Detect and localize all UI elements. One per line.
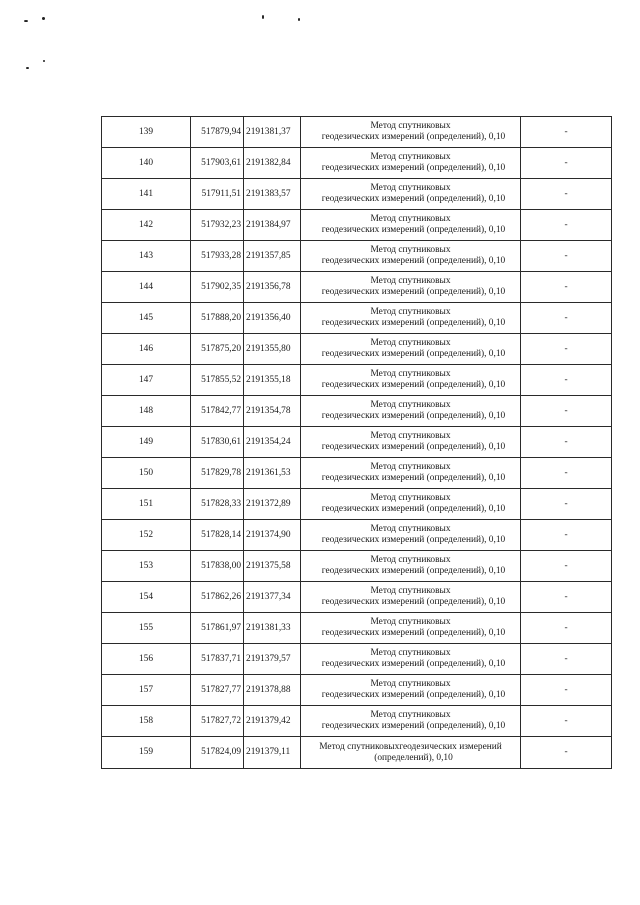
x-coordinate-cell: 517837,71 <box>191 644 244 675</box>
method-cell <box>301 737 521 769</box>
point-number-cell: 143 <box>102 241 191 272</box>
method-cell <box>301 582 521 613</box>
mark-cell: - <box>521 675 612 706</box>
method-line-2: геодезических измерений (определений), 0,10 <box>321 380 506 390</box>
y-coordinate-cell: 2191379,57 <box>244 644 301 675</box>
y-coordinate-cell: 2191355,18 <box>244 365 301 396</box>
table-row <box>102 489 612 520</box>
table-row <box>102 334 612 365</box>
mark-cell: - <box>521 737 612 769</box>
y-coordinate-cell: 2191377,34 <box>244 582 301 613</box>
point-number-cell: 148 <box>102 396 191 427</box>
x-coordinate-cell: 517862,26 <box>191 582 244 613</box>
table-row <box>102 396 612 427</box>
x-coordinate-cell: 517828,14 <box>191 520 244 551</box>
point-number-cell: 152 <box>102 520 191 551</box>
table-row <box>102 706 612 737</box>
mark-cell: - <box>521 179 612 210</box>
method-line-1: Метод спутниковых <box>370 555 451 565</box>
point-number-cell: 156 <box>102 644 191 675</box>
point-number-cell: 157 <box>102 675 191 706</box>
table-row <box>102 148 612 179</box>
method-line-1: Метод спутниковыхгеодезических измерений <box>319 741 502 752</box>
method-cell <box>301 396 521 427</box>
method-line-1: Метод спутниковых <box>370 462 451 472</box>
point-number-cell: 142 <box>102 210 191 241</box>
x-coordinate-cell: 517933,28 <box>191 241 244 272</box>
y-coordinate-cell: 2191357,85 <box>244 241 301 272</box>
x-coordinate-cell: 517828,33 <box>191 489 244 520</box>
method-cell <box>301 458 521 489</box>
scan-speck <box>26 67 29 69</box>
x-coordinate-cell: 517932,23 <box>191 210 244 241</box>
y-coordinate-cell: 2191354,78 <box>244 396 301 427</box>
table-row <box>102 272 612 303</box>
mark-cell: - <box>521 303 612 334</box>
table-row <box>102 303 612 334</box>
y-coordinate-cell: 2191382,84 <box>244 148 301 179</box>
method-cell <box>301 551 521 582</box>
y-coordinate-cell: 2191374,90 <box>244 520 301 551</box>
method-line-2: геодезических измерений (определений), 0,10 <box>321 225 506 235</box>
x-coordinate-cell: 517827,72 <box>191 706 244 737</box>
method-cell <box>301 272 521 303</box>
mark-cell: - <box>521 117 612 148</box>
coordinates-table-body <box>102 117 612 769</box>
method-line-1: Метод спутниковых <box>370 369 451 379</box>
method-cell <box>301 706 521 737</box>
table-row <box>102 644 612 675</box>
table-row <box>102 117 612 148</box>
point-number-cell: 158 <box>102 706 191 737</box>
method-line-1: Метод спутниковых <box>370 338 451 348</box>
method-line-1: Метод спутниковых <box>370 679 451 689</box>
method-line-1: Метод спутниковых <box>370 183 451 193</box>
method-line-1: Метод спутниковых <box>370 710 451 720</box>
mark-cell: - <box>521 520 612 551</box>
x-coordinate-cell: 517855,52 <box>191 365 244 396</box>
x-coordinate-cell: 517829,78 <box>191 458 244 489</box>
method-line-1: Метод спутниковых <box>370 245 451 255</box>
coordinates-table <box>101 116 612 769</box>
method-line-1: Метод спутниковых <box>370 307 451 317</box>
method-line-1: Метод спутниковых <box>370 617 451 627</box>
method-line-2: геодезических измерений (определений), 0,10 <box>321 132 506 142</box>
x-coordinate-cell: 517838,00 <box>191 551 244 582</box>
method-cell <box>301 179 521 210</box>
method-cell <box>301 117 521 148</box>
mark-cell: - <box>521 551 612 582</box>
method-cell <box>301 675 521 706</box>
y-coordinate-cell: 2191384,97 <box>244 210 301 241</box>
point-number-cell: 140 <box>102 148 191 179</box>
mark-cell: - <box>521 148 612 179</box>
y-coordinate-cell: 2191375,58 <box>244 551 301 582</box>
method-cell <box>301 334 521 365</box>
mark-cell: - <box>521 272 612 303</box>
method-line-2: геодезических измерений (определений), 0,10 <box>321 411 506 421</box>
table-row <box>102 179 612 210</box>
table-row <box>102 737 612 769</box>
mark-cell: - <box>521 210 612 241</box>
method-line-1: Метод спутниковых <box>370 400 451 410</box>
y-coordinate-cell: 2191379,11 <box>244 737 301 769</box>
table-row <box>102 458 612 489</box>
method-line-1: Метод спутниковых <box>370 586 451 596</box>
mark-cell: - <box>521 396 612 427</box>
y-coordinate-cell: 2191356,40 <box>244 303 301 334</box>
method-line-1: Метод спутниковых <box>370 121 451 131</box>
mark-cell: - <box>521 613 612 644</box>
method-cell <box>301 303 521 334</box>
y-coordinate-cell: 2191355,80 <box>244 334 301 365</box>
x-coordinate-cell: 517902,35 <box>191 272 244 303</box>
method-line-1: Метод спутниковых <box>370 431 451 441</box>
y-coordinate-cell: 2191378,88 <box>244 675 301 706</box>
scan-speck <box>43 60 45 62</box>
point-number-cell: 151 <box>102 489 191 520</box>
method-cell <box>301 520 521 551</box>
scan-speck <box>298 18 300 21</box>
method-cell <box>301 644 521 675</box>
x-coordinate-cell: 517875,20 <box>191 334 244 365</box>
x-coordinate-cell: 517888,20 <box>191 303 244 334</box>
mark-cell: - <box>521 427 612 458</box>
method-line-2: геодезических измерений (определений), 0,10 <box>321 442 506 452</box>
point-number-cell: 139 <box>102 117 191 148</box>
scan-speck <box>262 15 264 19</box>
x-coordinate-cell: 517911,51 <box>191 179 244 210</box>
mark-cell: - <box>521 706 612 737</box>
method-cell <box>301 613 521 644</box>
scan-speck <box>24 20 28 22</box>
method-cell <box>301 241 521 272</box>
x-coordinate-cell: 517861,97 <box>191 613 244 644</box>
method-line-2: геодезических измерений (определений), 0,10 <box>321 535 506 545</box>
mark-cell: - <box>521 644 612 675</box>
x-coordinate-cell: 517827,77 <box>191 675 244 706</box>
point-number-cell: 145 <box>102 303 191 334</box>
method-line-2: геодезических измерений (определений), 0,10 <box>321 690 506 700</box>
method-line-1: Метод спутниковых <box>370 152 451 162</box>
x-coordinate-cell: 517903,61 <box>191 148 244 179</box>
method-line-2: геодезических измерений (определений), 0,10 <box>321 256 506 266</box>
mark-cell: - <box>521 458 612 489</box>
point-number-cell: 154 <box>102 582 191 613</box>
y-coordinate-cell: 2191361,53 <box>244 458 301 489</box>
method-line-2: геодезических измерений (определений), 0,10 <box>321 721 506 731</box>
method-line-2: геодезических измерений (определений), 0,10 <box>321 163 506 173</box>
method-cell <box>301 210 521 241</box>
method-line-2: геодезических измерений (определений), 0,10 <box>321 287 506 297</box>
method-line-2: геодезических измерений (определений), 0,10 <box>321 566 506 576</box>
table-row <box>102 551 612 582</box>
point-number-cell: 149 <box>102 427 191 458</box>
mark-cell: - <box>521 582 612 613</box>
method-line-2: геодезических измерений (определений), 0,10 <box>321 597 506 607</box>
y-coordinate-cell: 2191383,57 <box>244 179 301 210</box>
y-coordinate-cell: 2191379,42 <box>244 706 301 737</box>
method-line-1: Метод спутниковых <box>370 493 451 503</box>
mark-cell: - <box>521 334 612 365</box>
x-coordinate-cell: 517879,94 <box>191 117 244 148</box>
mark-cell: - <box>521 241 612 272</box>
y-coordinate-cell: 2191381,37 <box>244 117 301 148</box>
point-number-cell: 144 <box>102 272 191 303</box>
table-row <box>102 582 612 613</box>
y-coordinate-cell: 2191381,33 <box>244 613 301 644</box>
method-cell <box>301 489 521 520</box>
point-number-cell: 147 <box>102 365 191 396</box>
method-line-1: Метод спутниковых <box>370 214 451 224</box>
x-coordinate-cell: 517830,61 <box>191 427 244 458</box>
x-coordinate-cell: 517842,77 <box>191 396 244 427</box>
method-cell <box>301 148 521 179</box>
method-line-1: Метод спутниковых <box>370 276 451 286</box>
table-row <box>102 520 612 551</box>
method-line-2: геодезических измерений (определений), 0,10 <box>321 318 506 328</box>
method-line-2: (определений), 0,10 <box>374 752 453 763</box>
mark-cell: - <box>521 365 612 396</box>
point-number-cell: 150 <box>102 458 191 489</box>
table-row <box>102 613 612 644</box>
x-coordinate-cell: 517824,09 <box>191 737 244 769</box>
method-line-2: геодезических измерений (определений), 0,10 <box>321 349 506 359</box>
method-line-1: Метод спутниковых <box>370 524 451 534</box>
point-number-cell: 146 <box>102 334 191 365</box>
method-line-2: геодезических измерений (определений), 0,10 <box>321 194 506 204</box>
point-number-cell: 153 <box>102 551 191 582</box>
method-line-2: геодезических измерений (определений), 0,10 <box>321 659 506 669</box>
table-row <box>102 427 612 458</box>
method-line-1: Метод спутниковых <box>370 648 451 658</box>
point-number-cell: 159 <box>102 737 191 769</box>
point-number-cell: 141 <box>102 179 191 210</box>
y-coordinate-cell: 2191356,78 <box>244 272 301 303</box>
table-row <box>102 675 612 706</box>
y-coordinate-cell: 2191372,89 <box>244 489 301 520</box>
point-number-cell: 155 <box>102 613 191 644</box>
method-line-2: геодезических измерений (определений), 0,10 <box>321 504 506 514</box>
y-coordinate-cell: 2191354,24 <box>244 427 301 458</box>
method-cell <box>301 365 521 396</box>
method-cell <box>301 427 521 458</box>
method-line-2: геодезических измерений (определений), 0,10 <box>321 628 506 638</box>
table-row <box>102 210 612 241</box>
scan-speck <box>42 17 45 20</box>
mark-cell: - <box>521 489 612 520</box>
table-row <box>102 241 612 272</box>
table-row <box>102 365 612 396</box>
method-line-2: геодезических измерений (определений), 0,10 <box>321 473 506 483</box>
